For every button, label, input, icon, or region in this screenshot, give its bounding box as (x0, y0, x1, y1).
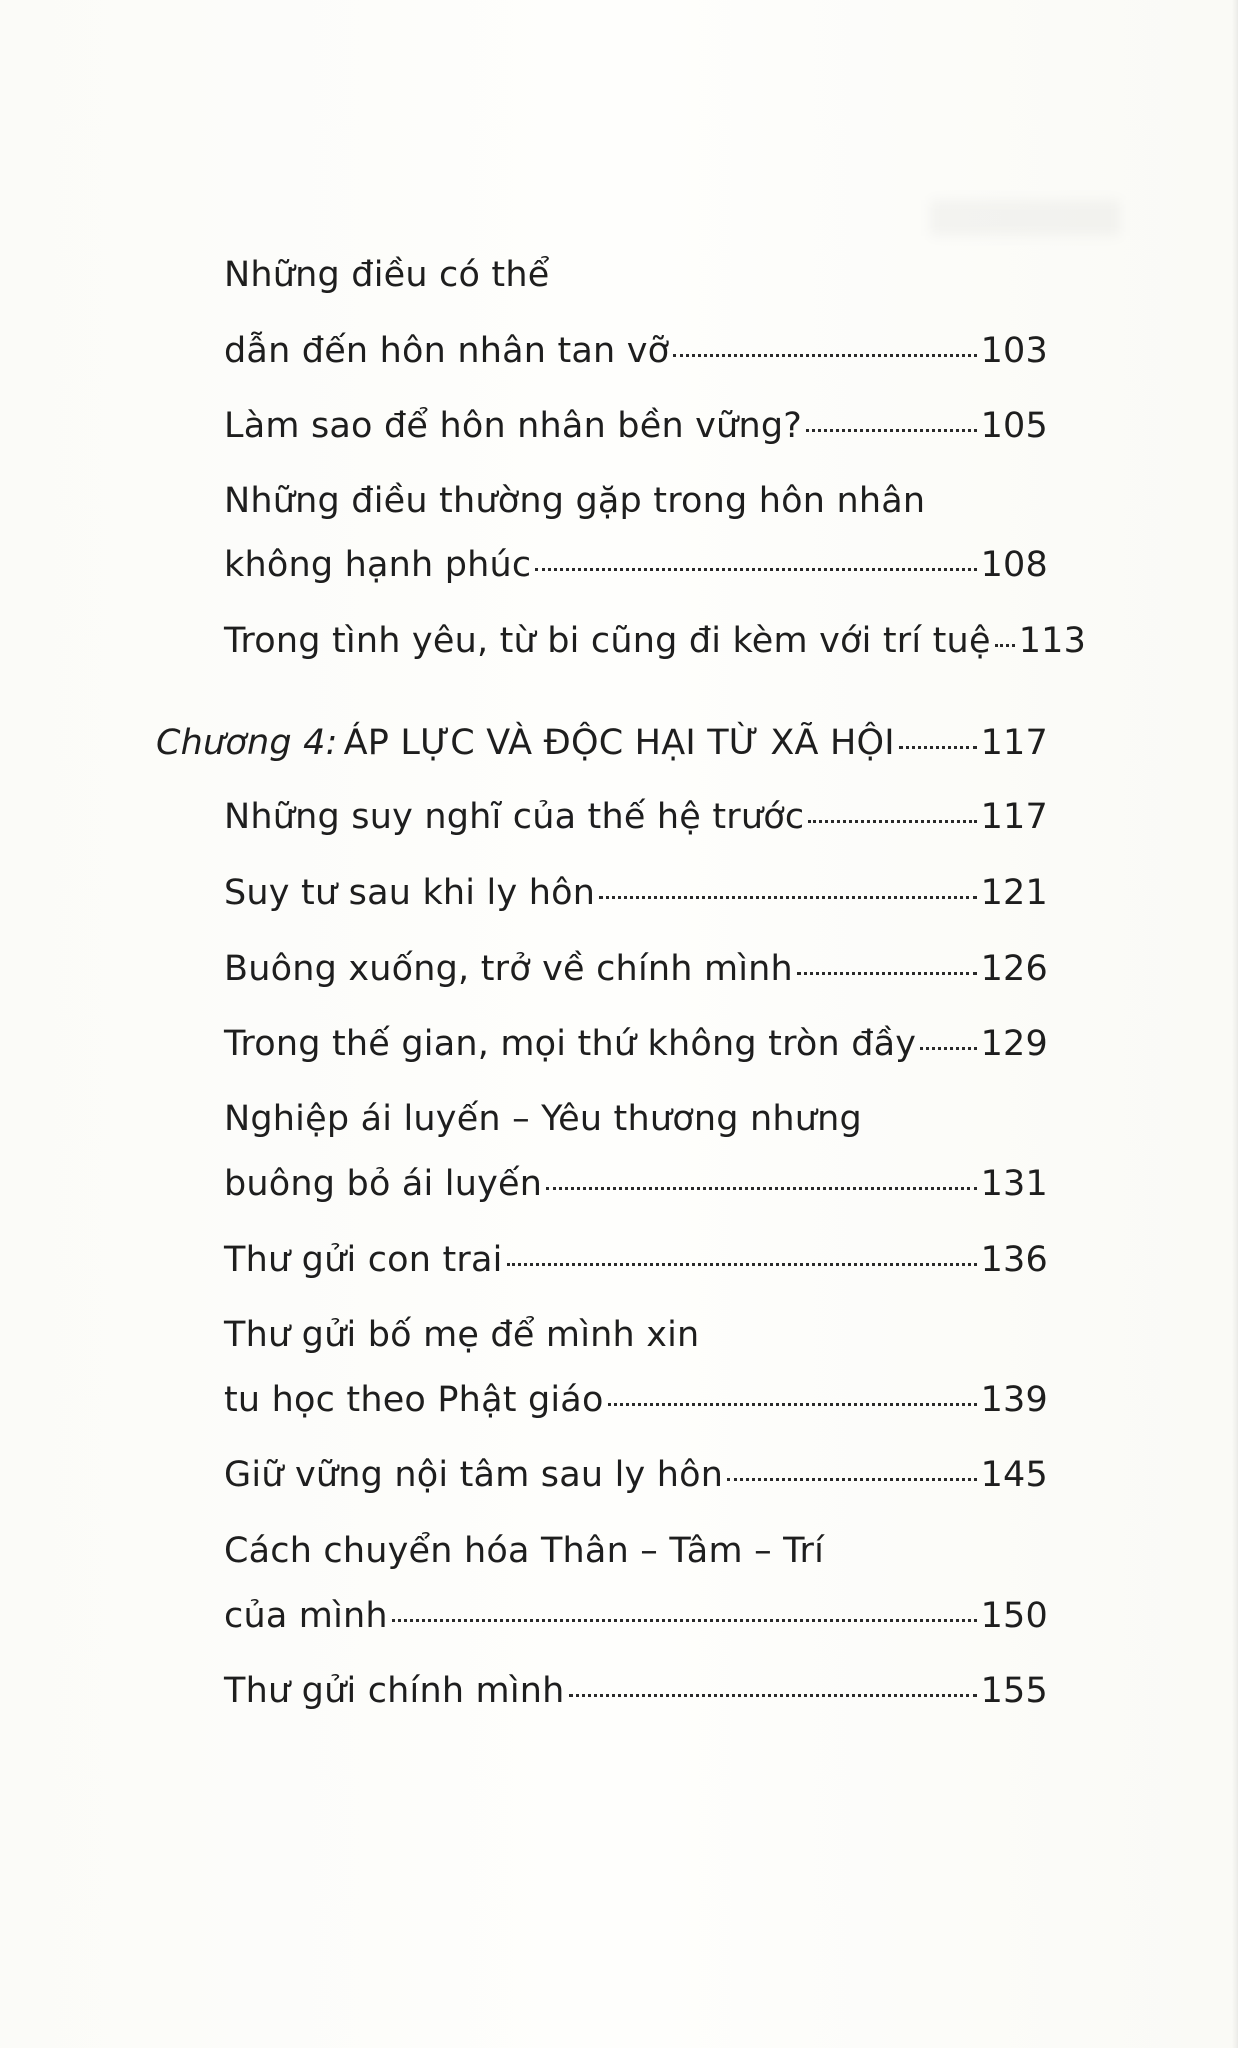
toc-page-number: 136 (980, 1240, 1048, 1280)
toc-entry-title: của mình (224, 1596, 388, 1636)
toc-entry-title: Trong tình yêu, từ bi cũng đi kèm với trí tuệ (224, 621, 991, 661)
toc-entry-title: Những điều có thể (224, 255, 550, 295)
toc-entry-line (224, 873, 1048, 913)
toc-entry-title: Nghiệp ái luyến – Yêu thương nhưng (224, 1099, 862, 1139)
dot-leader (535, 568, 976, 571)
toc-entry-line (224, 1671, 1048, 1711)
toc-chapter-heading (156, 723, 1048, 763)
toc-page-number: 108 (980, 545, 1048, 585)
toc-entry-line (224, 481, 1048, 521)
toc-entry-line (224, 331, 1048, 371)
toc-entry-line (224, 406, 1048, 446)
toc-page-number: 121 (980, 873, 1048, 913)
dot-leader (546, 1187, 976, 1190)
toc-entry-line (224, 1240, 1048, 1280)
toc-page-number: 103 (980, 331, 1048, 371)
toc-entry-line (224, 1164, 1048, 1204)
toc-entry-title: dẫn đến hôn nhân tan vỡ (224, 331, 670, 371)
toc-entry-title: Những suy nghĩ của thế hệ trước (224, 797, 805, 837)
toc-entry-title: buông bỏ ái luyến (224, 1164, 543, 1204)
chapter-label: Chương 4: (156, 723, 338, 763)
toc-page-number: 117 (980, 797, 1048, 837)
toc-entry-title: Làm sao để hôn nhân bền vững? (224, 406, 803, 446)
toc-entry-title: Thư gửi bố mẹ để mình xin (224, 1315, 700, 1355)
dot-leader (608, 1403, 977, 1406)
toc-page-number: 126 (980, 949, 1048, 989)
toc-page-number: 150 (980, 1596, 1048, 1636)
dot-leader (808, 820, 976, 823)
toc-page-number: 131 (980, 1164, 1048, 1204)
toc-entry-line (224, 1596, 1048, 1636)
toc-entry-line (224, 949, 1048, 989)
toc-entry-title: tu học theo Phật giáo (224, 1380, 604, 1420)
toc-entry-title: Giữ vững nội tâm sau ly hôn (224, 1455, 724, 1495)
toc-entry-line (224, 255, 1048, 295)
toc-entry-line (224, 1315, 1048, 1355)
toc-page-number: 129 (980, 1024, 1048, 1064)
toc-entry-title: Buông xuống, trở về chính mình (224, 949, 793, 989)
dot-leader (920, 1047, 976, 1050)
toc-page-number: 155 (980, 1671, 1048, 1711)
dot-leader (673, 354, 976, 357)
toc-entry-title: Cách chuyển hóa Thân – Tâm – Trí (224, 1531, 825, 1571)
dot-leader (995, 644, 1015, 647)
dot-leader (727, 1478, 976, 1481)
toc-entry-title: Những điều thường gặp trong hôn nhân (224, 481, 926, 521)
toc-entry-title: Suy tư sau khi ly hôn (224, 873, 596, 913)
dot-leader (569, 1694, 977, 1697)
toc-page-number: 105 (980, 406, 1048, 446)
dot-leader (507, 1263, 977, 1266)
dot-leader (806, 429, 977, 432)
toc-entry-title: Thư gửi chính mình (224, 1671, 565, 1711)
toc-page-number: 117 (980, 723, 1048, 763)
toc-page-number: 113 (1018, 621, 1087, 661)
toc-entry-line (224, 797, 1048, 837)
toc-entry-title: không hạnh phúc (224, 545, 532, 585)
dot-leader (797, 972, 977, 975)
toc-page-number: 139 (980, 1380, 1048, 1420)
toc-entry-line (224, 1380, 1048, 1420)
toc-entry-line (224, 1455, 1048, 1495)
dot-leader (899, 746, 977, 749)
toc-page-number: 145 (980, 1455, 1048, 1495)
toc-entry-line (224, 621, 1087, 661)
toc-entry-title: Thư gửi con trai (224, 1240, 503, 1280)
dot-leader (392, 1619, 977, 1622)
toc-entry-title: Trong thế gian, mọi thứ không tròn đầy (224, 1024, 917, 1064)
dot-leader (599, 896, 976, 899)
chapter-title: ÁP LỰC VÀ ĐỘC HẠI TỪ XÃ HỘI (343, 723, 895, 763)
toc-entry-line (224, 545, 1048, 585)
toc-entry-line (224, 1531, 1048, 1571)
toc-entry-line (224, 1099, 1048, 1139)
toc-entry-line (224, 1024, 1048, 1064)
